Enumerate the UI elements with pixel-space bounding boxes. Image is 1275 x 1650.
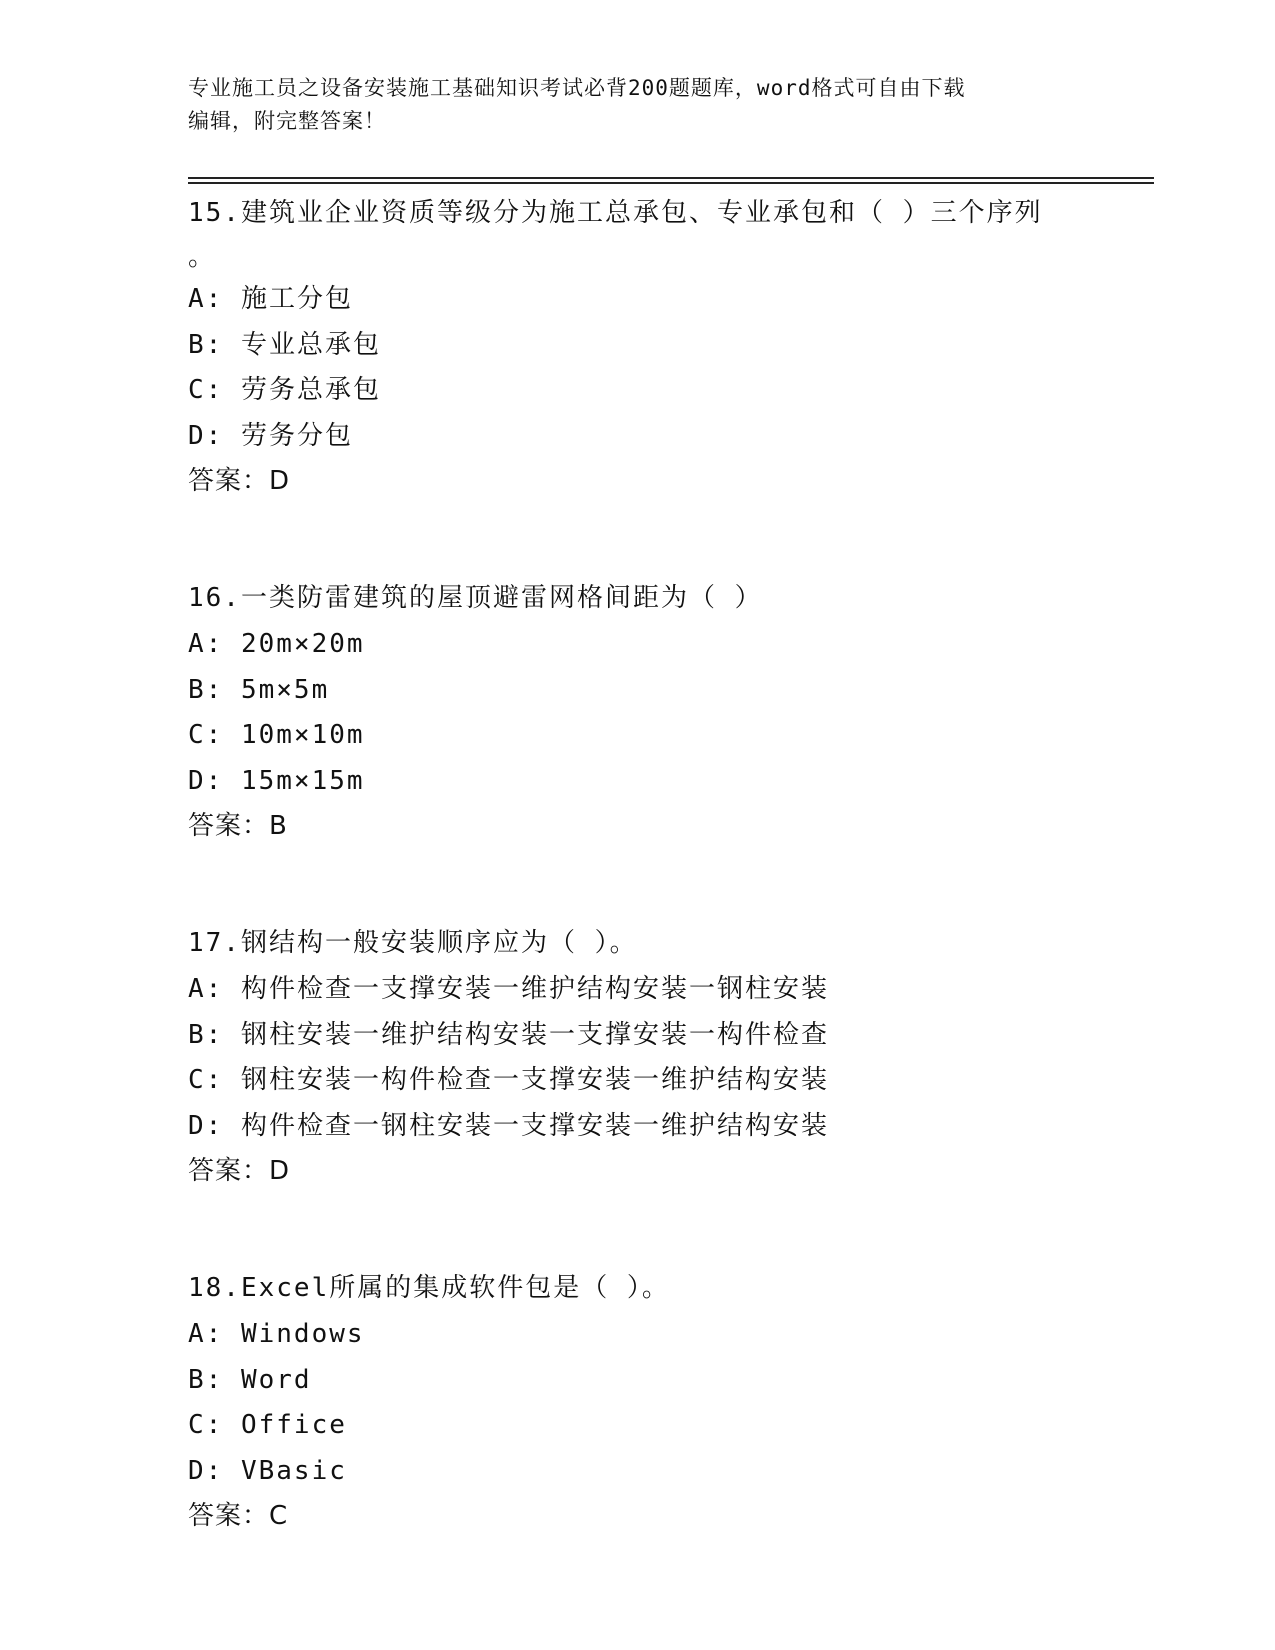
question-18: [188, 1265, 1148, 1538]
question-16: [188, 575, 1148, 848]
question-spacer: [188, 1193, 1148, 1265]
question-text: 17.钢结构一般安装顺序应为（ ）。: [188, 928, 638, 958]
question-17: [188, 920, 1148, 1193]
answer: 答案：B: [188, 811, 288, 841]
option-d: D: 劳务分包: [188, 420, 353, 451]
option-b: B: 专业总承包: [188, 329, 381, 360]
header-line-2: 编辑，附完整答案！: [188, 109, 386, 133]
question-text: 15.建筑业企业资质等级分为施工总承包、专业承包和（ ）三个序列: [188, 198, 1043, 228]
option-d: D: 15m×15m: [188, 765, 365, 796]
option-c: C: 10m×10m: [188, 720, 365, 750]
question-text: 18.Excel所属的集成软件包是（ ）。: [188, 1273, 670, 1303]
option-a: A: 施工分包: [188, 284, 353, 314]
header-divider-top: [188, 177, 1154, 179]
option-d: D: 构件检查一钢柱安装一支撑安装一维护结构安装: [188, 1110, 829, 1141]
answer: 答案：C: [188, 1501, 289, 1531]
option-b: B: Word: [188, 1364, 312, 1395]
option-a: A: 构件检查一支撑安装一维护结构安装一钢柱安装: [188, 974, 829, 1004]
question-15: [188, 190, 1148, 503]
option-a: A: Windows: [188, 1319, 365, 1349]
question-text-continuation: 。: [188, 242, 217, 272]
option-c: C: Office: [188, 1410, 347, 1440]
option-b: B: 5m×5m: [188, 674, 330, 705]
header-divider-bottom: [188, 182, 1154, 184]
header-line-1: 专业施工员之设备安装施工基础知识考试必背200题题库，word格式可自由下载: [188, 76, 966, 100]
option-b: B: 钢柱安装一维护结构安装一支撑安装一构件检查: [188, 1019, 829, 1050]
question-spacer: [188, 503, 1148, 575]
question-text: 16.一类防雷建筑的屋顶避雷网格间距为（ ）: [188, 583, 763, 613]
option-c: C: 劳务总承包: [188, 375, 381, 405]
question-list: [188, 190, 1148, 1538]
answer: 答案：D: [188, 466, 291, 496]
question-spacer: [188, 848, 1148, 920]
option-c: C: 钢柱安装一构件检查一支撑安装一维护结构安装: [188, 1065, 829, 1095]
option-a: A: 20m×20m: [188, 629, 365, 659]
document-header: [188, 72, 1088, 138]
answer: 答案：D: [188, 1156, 291, 1186]
option-d: D: VBasic: [188, 1455, 347, 1486]
